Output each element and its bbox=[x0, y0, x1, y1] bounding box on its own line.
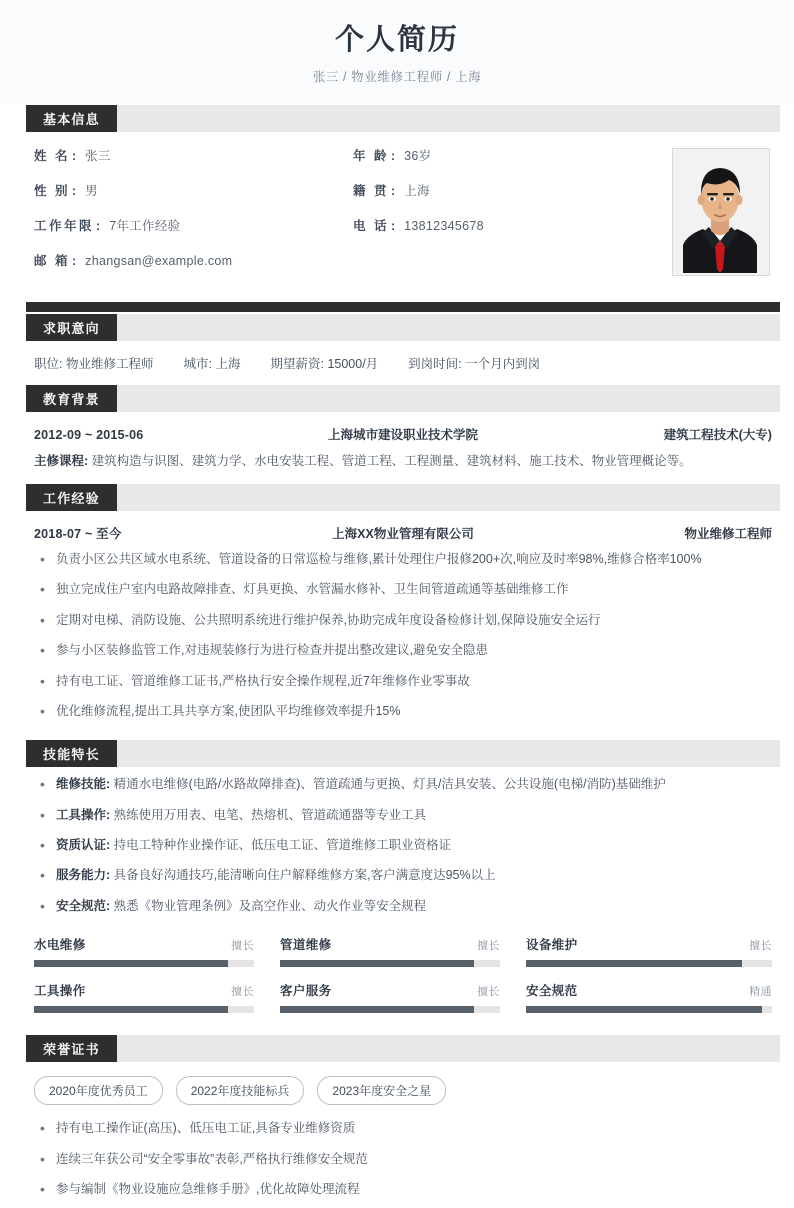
section-bar-filler bbox=[117, 314, 780, 341]
skill-bar-header bbox=[526, 981, 772, 999]
field-phone bbox=[353, 216, 672, 234]
intention-value: 一个月内到岗 bbox=[465, 357, 541, 372]
list-item bbox=[34, 897, 772, 916]
portrait-photo-icon bbox=[673, 149, 767, 273]
skill-bar-track bbox=[34, 960, 254, 967]
education-courses-text: 建筑构造与识图、建筑力学、水电安装工程、管道工程、工程测量、建筑材料、施工技术、物业管理概论等。 bbox=[91, 454, 692, 469]
skill-bar-level: 擅长 bbox=[477, 986, 500, 999]
list-item: • 定期对电梯、消防设施、公共照明系统进行维护保养,协助完成年度设备检修计划,保障设施安全运行 bbox=[34, 611, 772, 630]
field-label: 性 别 bbox=[34, 184, 70, 199]
field-name bbox=[34, 146, 353, 164]
section-title-basic: 基本信息 bbox=[26, 105, 117, 132]
field-colon: : bbox=[390, 184, 396, 199]
list-item bbox=[34, 866, 772, 885]
skill-bar-name: 管道维修 bbox=[279, 938, 332, 953]
skill-text: 持电工特种作业操作证、低压电工证、管道维修工职业资格证 bbox=[113, 838, 452, 852]
list-item: • 连续三年获公司“安全零事故”表彰,严格执行维修安全规范 bbox=[34, 1150, 772, 1169]
skill-text: 熟练使用万用表、电笔、热熔机、管道疏通器等专业工具 bbox=[113, 807, 427, 822]
list-item bbox=[34, 836, 772, 855]
field-label: 邮 箱 bbox=[34, 254, 70, 269]
list-item bbox=[34, 806, 772, 825]
skill-bar-level: 擅长 bbox=[231, 940, 254, 953]
field-value: 36岁 bbox=[404, 149, 432, 164]
skill-bar-level: 擅长 bbox=[477, 940, 500, 953]
section-header-basic bbox=[26, 105, 780, 132]
intention-key: 期望薪资: bbox=[270, 357, 324, 372]
work-company: 上海XX物业管理有限公司 bbox=[332, 527, 474, 541]
header-subtitle: 张三 / 物业维修工程师 / 上海 bbox=[312, 70, 482, 85]
skills-bullet-list bbox=[26, 767, 780, 925]
section-title-education: 教育背景 bbox=[26, 385, 117, 412]
skill-bar-track bbox=[526, 1006, 772, 1013]
skill-bar-header bbox=[280, 935, 500, 953]
intention-key: 职位: bbox=[34, 357, 63, 372]
field-value: 7年工作经验 bbox=[109, 219, 181, 234]
field-value: 上海 bbox=[404, 184, 430, 199]
field-experience-years bbox=[34, 216, 353, 234]
field-age bbox=[353, 146, 672, 164]
intention-salary bbox=[270, 354, 378, 372]
field-label: 姓 名 bbox=[34, 149, 70, 164]
skill-bar-level: 精通 bbox=[749, 986, 772, 999]
honor-tag: 2023年度安全之星 bbox=[317, 1076, 446, 1105]
education-courses-label: 主修课程: bbox=[34, 454, 89, 469]
skill-label: 维修技能: bbox=[56, 777, 111, 792]
skill-bar-name: 客户服务 bbox=[279, 984, 332, 999]
skill-bar-name: 工具操作 bbox=[34, 984, 86, 999]
skill-bar-track bbox=[34, 1006, 254, 1013]
skill-bar-level: 擅长 bbox=[231, 986, 254, 999]
section-bar-filler bbox=[117, 105, 780, 132]
basic-info-fields bbox=[26, 146, 672, 286]
section-title-intention: 求职意向 bbox=[26, 314, 117, 341]
skill-bar-track bbox=[280, 960, 500, 967]
skill-bar-name: 水电维修 bbox=[34, 938, 86, 953]
field-label: 年 龄 bbox=[353, 149, 389, 164]
honor-tag: 2022年度技能标兵 bbox=[176, 1076, 305, 1105]
skill-bar-name: 设备维护 bbox=[525, 938, 578, 953]
education-date: 2012-09 ~ 2015-06 bbox=[34, 428, 144, 443]
field-label: 工作年限 bbox=[34, 219, 95, 234]
field-label: 电 话 bbox=[353, 219, 389, 234]
page-title: 个人简历 bbox=[334, 24, 459, 56]
skill-bars-grid bbox=[26, 925, 780, 1033]
section-bar-filler bbox=[117, 740, 780, 767]
honor-tags-row bbox=[26, 1062, 780, 1111]
list-item: • 持有电工证、管道维修工证书,严格执行安全操作规程,近7年维修作业零事故 bbox=[34, 672, 772, 691]
skill-bar-fill bbox=[526, 960, 742, 967]
intention-city bbox=[183, 354, 240, 372]
skill-label: 工具操作: bbox=[56, 807, 111, 822]
work-role: 物业维修工程师 bbox=[684, 527, 772, 541]
skill-bar-header bbox=[526, 935, 772, 953]
skill-bar-level: 擅长 bbox=[749, 940, 772, 953]
field-colon: : bbox=[390, 219, 396, 234]
skill-bar-header bbox=[34, 935, 254, 953]
field-gender bbox=[34, 181, 353, 199]
intention-key: 到岗时间: bbox=[408, 357, 462, 372]
section-bar-filler bbox=[117, 484, 780, 511]
field-value: 张三 bbox=[85, 149, 111, 164]
skill-bar-fill bbox=[280, 960, 474, 967]
intention-value: 上海 bbox=[215, 357, 241, 372]
skill-text: 具备良好沟通技巧,能清晰向住户解释维修方案,客户满意度达95%以上 bbox=[113, 868, 496, 883]
intention-value: 物业维修工程师 bbox=[65, 357, 154, 372]
skill-bar-fill bbox=[280, 1006, 474, 1013]
skill-bar-item bbox=[280, 981, 526, 1013]
field-colon: : bbox=[71, 184, 77, 199]
section-title-skills: 技能特长 bbox=[26, 740, 117, 767]
section-header-work bbox=[26, 484, 780, 511]
skill-bar-track bbox=[526, 960, 772, 967]
skill-text: 精通水电维修(电路/水路故障排查)、管道疏通与更换、灯具/洁具安装、公共设施(电梯/消防)基础维护 bbox=[113, 777, 666, 792]
field-value: zhangsan@example.com bbox=[85, 254, 233, 269]
skill-bar-fill bbox=[526, 1006, 762, 1013]
list-item: • 负责小区公共区域水电系统、管道设备的日常巡检与维修,累计处理住户报修200+次,响应及时率98%,维修合格率100% bbox=[34, 550, 772, 569]
field-value: 男 bbox=[85, 184, 98, 199]
intention-row bbox=[26, 341, 780, 383]
intention-key: 城市: bbox=[183, 357, 212, 372]
education-school: 上海城市建设职业技术学院 bbox=[327, 428, 478, 443]
field-value: 13812345678 bbox=[404, 219, 484, 234]
intention-availability bbox=[408, 354, 540, 372]
skill-bar-track bbox=[280, 1006, 500, 1013]
resume-header bbox=[0, 0, 794, 103]
basic-info-block bbox=[26, 132, 780, 296]
work-bullet-list bbox=[26, 542, 780, 730]
work-entry-header bbox=[26, 511, 780, 542]
skill-bar-fill bbox=[34, 960, 228, 967]
skill-bar-header bbox=[280, 981, 500, 999]
list-item: • 优化维修流程,提出工具共享方案,使团队平均维修效率提升15% bbox=[34, 702, 772, 721]
education-entry-header bbox=[26, 412, 780, 443]
field-hometown bbox=[353, 181, 672, 199]
field-colon: : bbox=[390, 149, 396, 164]
skill-bar-item bbox=[34, 935, 280, 967]
section-bar-filler bbox=[117, 385, 780, 412]
honor-tag: 2020年度优秀员工 bbox=[34, 1076, 163, 1105]
work-date: 2018-07 ~ 至今 bbox=[34, 527, 122, 541]
section-header-intention bbox=[26, 314, 780, 341]
education-major: 建筑工程技术(大专) bbox=[663, 428, 772, 443]
skill-bar-item bbox=[526, 935, 772, 967]
section-title-work: 工作经验 bbox=[26, 484, 117, 511]
intention-value: 15000/月 bbox=[327, 357, 379, 372]
list-item: • 持有电工操作证(高压)、低压电工证,具备专业维修资质 bbox=[34, 1119, 772, 1138]
section-title-honors: 荣誉证书 bbox=[26, 1035, 117, 1062]
field-label: 籍 贯 bbox=[353, 184, 389, 199]
section-bar-filler bbox=[117, 1035, 780, 1062]
education-courses bbox=[26, 443, 780, 482]
skill-bar-item bbox=[280, 935, 526, 967]
avatar bbox=[672, 148, 770, 276]
field-colon: : bbox=[71, 254, 77, 269]
skill-bar-name: 安全规范 bbox=[525, 984, 578, 999]
field-colon: : bbox=[71, 149, 77, 164]
field-colon: : bbox=[96, 219, 101, 234]
skill-bar-header bbox=[34, 981, 254, 999]
section-divider bbox=[26, 302, 780, 312]
list-item: • 参与编制《物业设施应急维修手册》,优化故障处理流程 bbox=[34, 1180, 772, 1199]
skill-bar-item bbox=[34, 981, 280, 1013]
skill-bar-fill bbox=[34, 1006, 228, 1013]
honors-bullet-list bbox=[26, 1111, 780, 1208]
section-header-skills bbox=[26, 740, 780, 767]
section-header-education bbox=[26, 385, 780, 412]
skill-text: 熟悉《物业管理条例》及高空作业、动火作业等安全规程 bbox=[113, 898, 427, 913]
skill-label: 安全规范: bbox=[56, 898, 111, 913]
field-email bbox=[34, 251, 672, 269]
list-item: • 独立完成住户室内电路故障排查、灯具更换、水管漏水修补、卫生间管道疏通等基础维修工作 bbox=[34, 580, 772, 599]
list-item bbox=[34, 775, 772, 794]
intention-position bbox=[34, 354, 153, 372]
skill-bar-item bbox=[526, 981, 772, 1013]
section-header-honors bbox=[26, 1035, 780, 1062]
skill-label: 服务能力: bbox=[56, 868, 111, 883]
skill-label: 资质认证: bbox=[56, 838, 111, 852]
list-item: • 参与小区装修监管工作,对违规装修行为进行检查并提出整改建议,避免安全隐患 bbox=[34, 641, 772, 660]
